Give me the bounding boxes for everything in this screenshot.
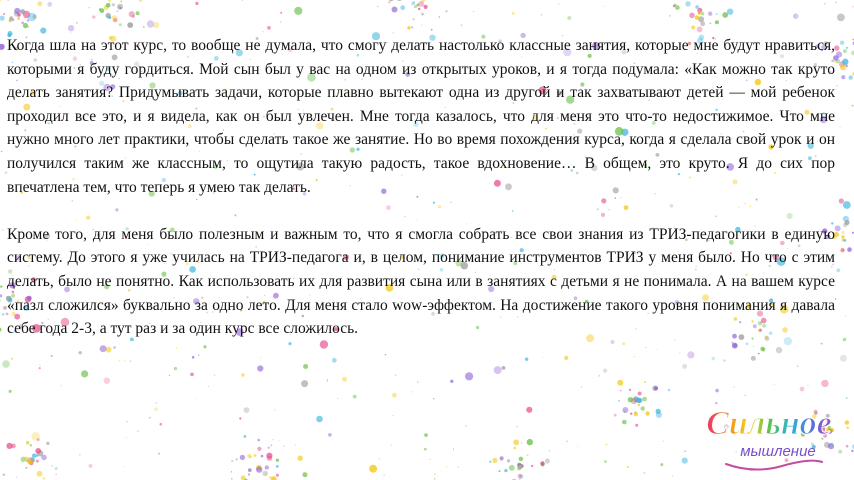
testimonial-paragraph-2: Кроме того, для меня было полезным и важным то, что я смогла собрать все свои знания из ТРИЗ-педагогики в единую систему. До этого я уже училась на ТРИЗ-педагога и, в целом, понимание инструментов ТРИЗ у меня было. Но что с этим делать, было не понятно. Как использовать их для развития сына или в занятиях с детьми я не понимала. А на вашем курсе «пазл сложился» буквально за одно лето. Для меня стало wow-эффектом. На достижение такого уровня понимания я давала себе года 2-3, а тут раз и за один курс все сложилось. xyxy=(7,225,835,338)
logo-word-silnoe: Сильное xyxy=(706,405,832,442)
logo-word-myshlenie: мышление xyxy=(740,443,816,460)
testimonial-text xyxy=(7,34,835,341)
testimonial-paragraph-1: Когда шла на этот курс, то вообще не думала, что смогу делать настолько классные занятия, которые мне будут нравиться, которыми я буду гордиться. Мой сын был у вас на одном из открытых уроков, и я тогда подумала: «Как можно так круто делать занятия? Придумывать задачи, которые плавно вытекают одна из другой и так захватывают детей — мой ребенок проходил все это, и я видела, как он был увлечен. Мне тогда казалось, что для меня это что-то недостижимое. Что мне нужно много лет практики, чтобы сделать такое же занятие. Но во время похождения курса, когда я сделала свой урок и он получился таким же классным, то ощутила такую радость, такое вдохновение… В общем, это круто. Я до сих пор впечатлена тем, что теперь я умею так делать. xyxy=(7,37,835,196)
silnoe-myshlenie-logo xyxy=(704,390,834,476)
